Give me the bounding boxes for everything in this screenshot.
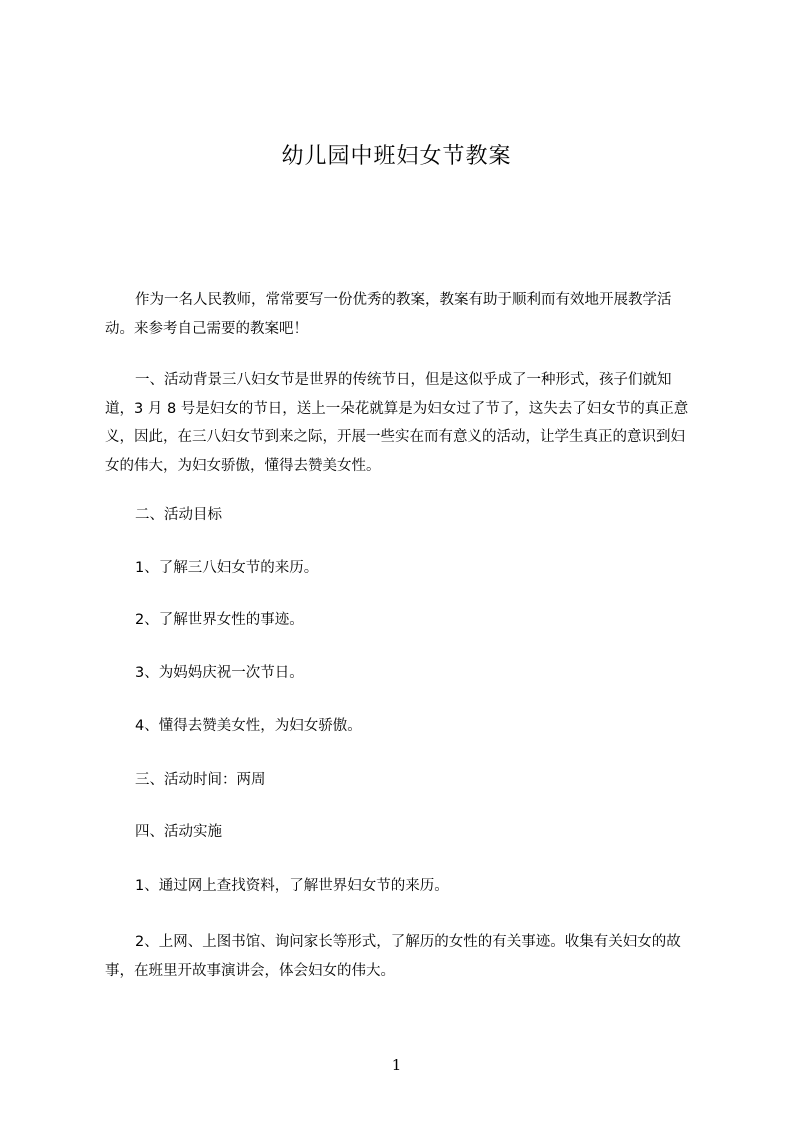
section-goals-heading: 二、活动目标 [135,507,222,523]
goal-item-3: 3、为妈妈庆祝一次节日。 [135,665,304,681]
intro-paragraph: 作为一名人民教师，常常要写一份优秀的教案，教案有助于顺利而有效地开展教学活动。来参考自己需要的教案吧！ [105,292,672,337]
section-background-paragraph: 一、活动背景三八妇女节是世界的传统节日，但是这似乎成了一种形式，孩子们就知道，3 月 8 号是妇女的节日，送上一朵花就算是为妇女过了节了，这失去了妇女节的真正意义，因此，在三八妇女节到来之际，开展一些实在而有意义的活动，让学生真正的意识到妇女的伟大，为妇女骄傲，懂得去赞美女性。 [105,372,689,474]
step-item-1: 1、通过网上查找资料，了解世界妇女节的来历。 [135,878,449,894]
goal-item-2: 2、了解世界女性的事迹。 [135,612,304,628]
step-item-2: 2、上网、上图书馆、询问家长等形式，了解历的女性的有关事迹。收集有关妇女的故事，在班里开故事演讲会，体会妇女的伟大。 [105,934,681,979]
section-time: 三、活动时间：两周 [135,772,266,788]
page-number: 1 [391,1056,402,1074]
goal-item-1: 1、了解三八妇女节的来历。 [135,560,319,576]
section-implementation-heading: 四、活动实施 [135,824,222,840]
document-title: 幼儿园中班妇女节教案 [281,144,512,169]
goal-item-4: 4、懂得去赞美女性，为妇女骄傲。 [135,718,362,734]
